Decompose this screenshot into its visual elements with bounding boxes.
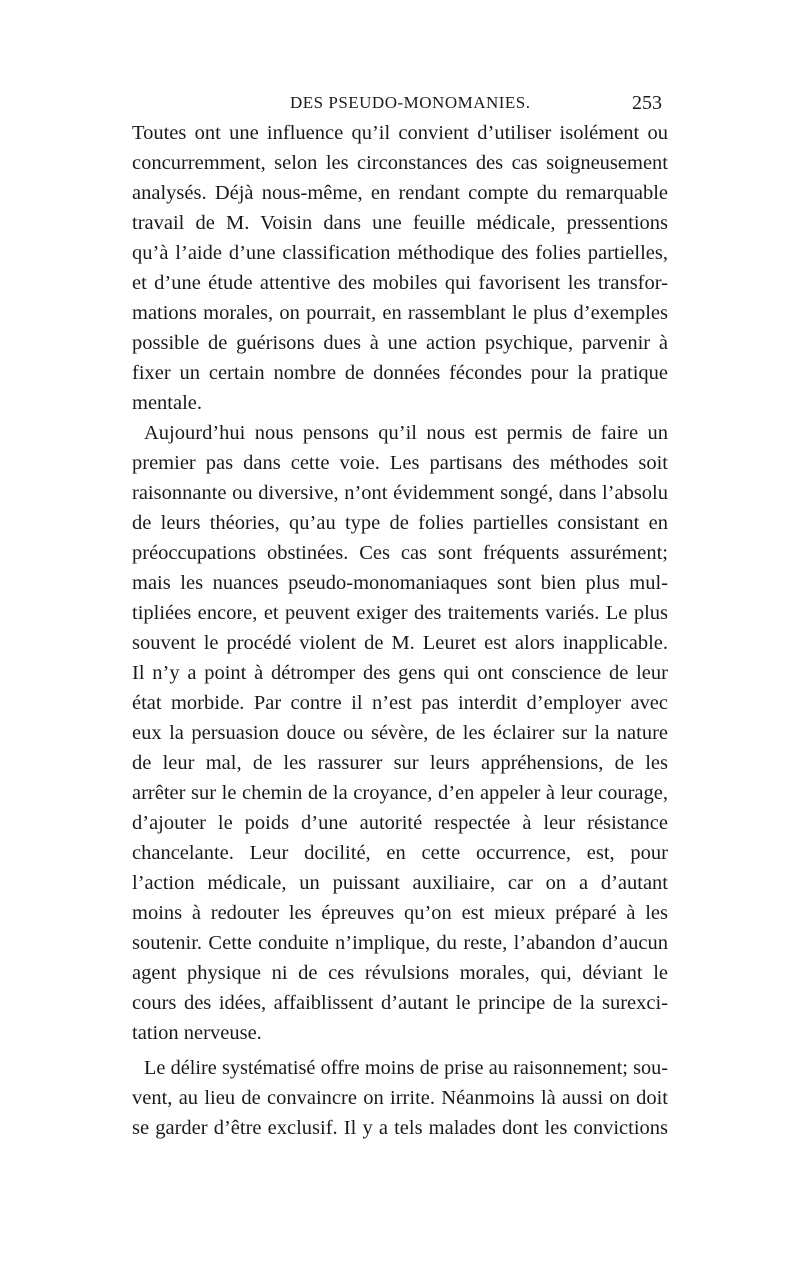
text-line: de leur mal, de les rassurer sur leurs appréhensions, de les: [132, 752, 668, 774]
text-line: premier pas dans cette voie. Les partisans des méthodes soit: [132, 452, 668, 474]
text-line: Il n’y a point à détromper des gens qui ont conscience de leur: [132, 662, 668, 684]
text-line: d’ajouter le poids d’une autorité respectée à leur résistance: [132, 812, 668, 834]
text-line: tation nerveuse.: [132, 1022, 262, 1044]
text-line: vent, au lieu de convaincre on irrite. Néanmoins là aussi on doit: [132, 1087, 668, 1109]
text-line: chancelante. Leur docilité, en cette occurrence, est, pour: [132, 842, 668, 864]
text-line: état morbide. Par contre il n’est pas interdit d’employer avec: [132, 692, 668, 714]
text-line: l’action médicale, un puissant auxiliaire, car on a d’autant: [132, 872, 668, 894]
text-line: mentale.: [132, 392, 203, 414]
text-line: se garder d’être exclusif. Il y a tels malades dont les convictions: [132, 1117, 668, 1139]
text-line: soutenir. Cette conduite n’implique, du reste, l’abandon d’aucun: [132, 932, 668, 954]
text-line: mations morales, on pourrait, en rassemblant le plus d’exemples: [132, 302, 668, 324]
text-line: Le délire systématisé offre moins de prise au raisonnement; sou-: [144, 1057, 668, 1079]
running-head: [132, 88, 662, 118]
text-line: préoccupations obstinées. Ces cas sont fréquents assurément;: [132, 542, 668, 564]
text-line: eux la persuasion douce ou sévère, de les éclairer sur la nature: [132, 722, 668, 744]
text-line: cours des idées, affaiblissent d’autant le principe de la surexci-: [132, 992, 668, 1014]
text-line: analysés. Déjà nous-même, en rendant compte du remarquable: [132, 182, 668, 204]
text-line: souvent le procédé violent de M. Leuret est alors inapplicable.: [132, 632, 668, 654]
text-line: raisonnante ou diversive, n’ont évidemment songé, dans l’absolu: [132, 482, 668, 504]
text-line: Aujourd’hui nous pensons qu’il nous est permis de faire un: [144, 422, 668, 444]
text-line: travail de M. Voisin dans une feuille médicale, pressentions: [132, 212, 668, 234]
text-line: de leurs théories, qu’au type de folies partielles consistant en: [132, 512, 668, 534]
running-title: DES PSEUDO-MONOMANIES.: [290, 93, 531, 112]
text-line: et d’une étude attentive des mobiles qui favorisent les transfor-: [132, 272, 668, 294]
text-line: Toutes ont une influence qu’il convient d’utiliser isolément ou: [132, 122, 668, 144]
text-line: mais les nuances pseudo-monomaniaques sont bien plus mul-: [132, 572, 668, 594]
text-line: fixer un certain nombre de données fécondes pour la pratique: [132, 362, 668, 384]
page-number: 253: [632, 92, 662, 114]
text-line: moins à redouter les épreuves qu’on est mieux préparé à les: [132, 902, 668, 924]
text-line: possible de guérisons dues à une action psychique, parvenir à: [132, 332, 668, 354]
text-line: tipliées encore, et peuvent exiger des traitements variés. Le plus: [132, 602, 668, 624]
text-line: agent physique ni de ces révulsions morales, qui, déviant le: [132, 962, 668, 984]
text-line: concurremment, selon les circonstances des cas soigneusement: [132, 152, 668, 174]
text-line: arrêter sur le chemin de la croyance, d’en appeler à leur courage,: [132, 782, 668, 804]
text-line: qu’à l’aide d’une classification méthodique des folies partielles,: [132, 242, 668, 264]
